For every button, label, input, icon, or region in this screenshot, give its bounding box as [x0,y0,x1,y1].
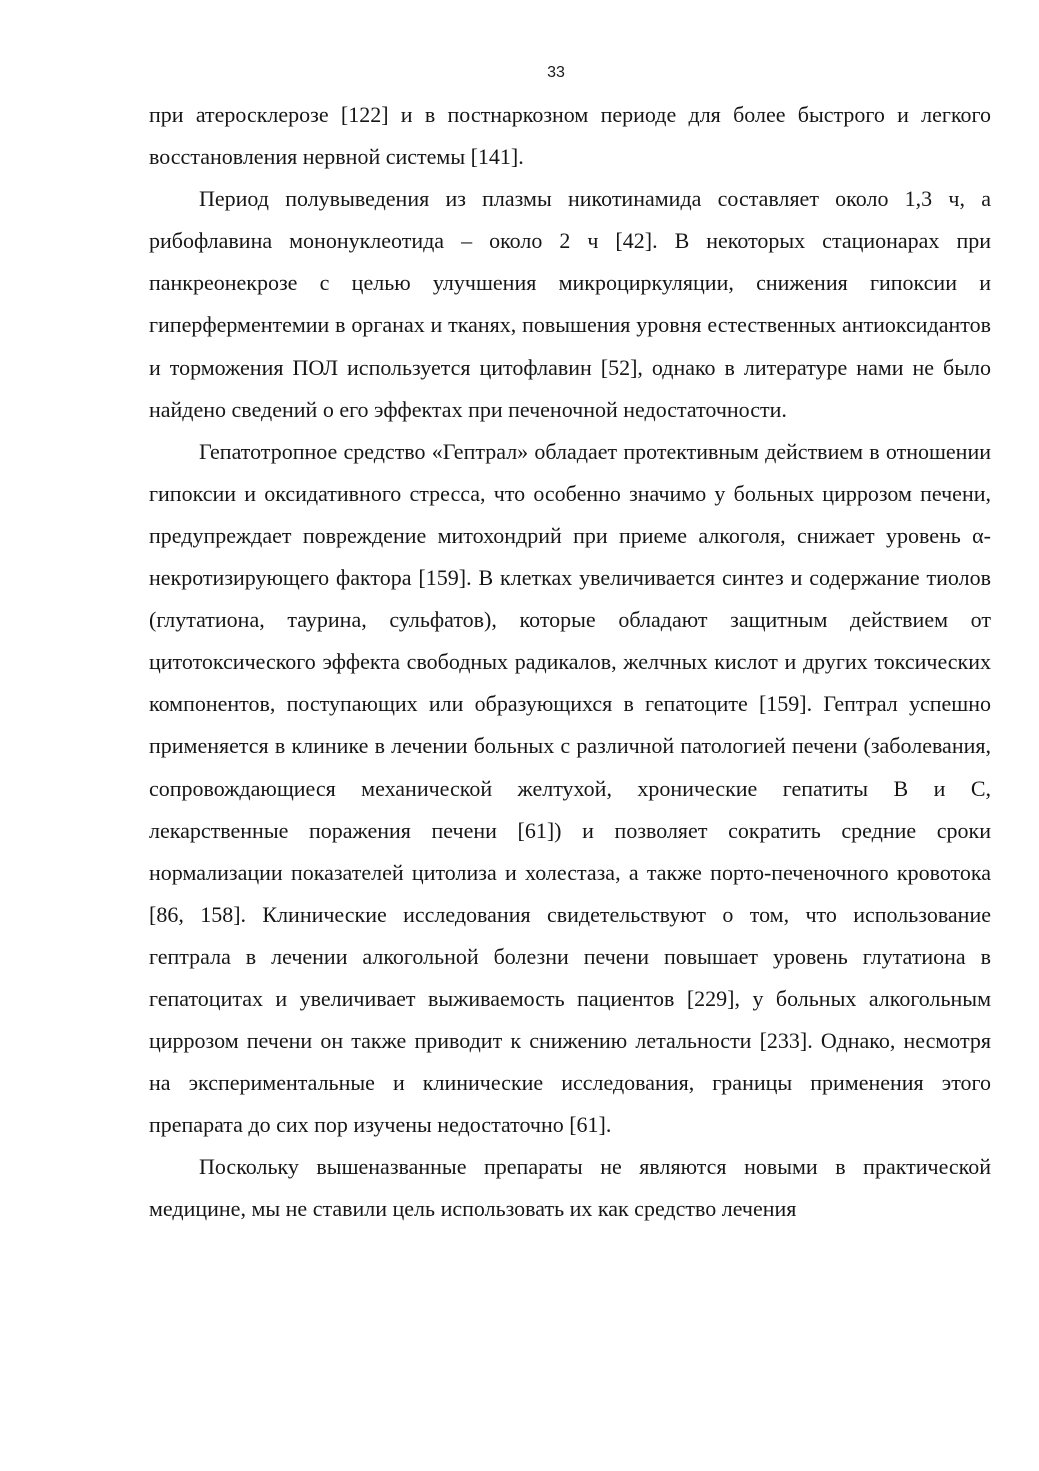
page-number: 33 [547,64,565,81]
paragraph-heptral: Гепатотропное средство «Гептрал» обладает протективным действием в отношении гипоксии и оксидативного стресса, что особенно значимо у больных циррозом печени, предупреждает повреждение митохондрий при приеме алкоголя, снижает уровень α-некротизирующего фактора [159]. В клетках увеличивается синтез и содержание тиолов (глутатиона, таурина, сульфатов), которые обладают защитным действием от цитотоксического эффекта свободных радикалов, желчных кислот и других токсических компонентов, поступающих или образующихся в гепатоците [159]. Гептрал успешно применяется в клинике в лечении больных с различной патологией печени (заболевания, сопровождающиеся механической желтухой, хронические гепатиты В и С, лекарственные поражения печени [61]) и позволяет сократить средние сроки нормализации показателей цитолиза и холестаза, а также порто-печеночного кровотока [86, 158]. Клинические исследования свидетельствуют о том, что использование гептрала в лечении алкогольной болезни печени повышает уровень глутатиона в гепатоцитах и увеличивает выживаемость пациентов [229], у больных алкогольным циррозом печени он также приводит к снижению летальности [233]. Однако, несмотря на экспериментальные и клинические исследования, границы применения этого препарата до сих пор изучены недостаточно [61]. [149,438,991,1138]
paragraph-half-life: Период полувыведения из плазмы никотинамида составляет около 1,3 ч, а рибофлавина мононуклеотида – около 2 ч [42]. В некоторых стационарах при панкреонекрозе с целью улучшения микроциркуляции, снижения гипоксии и гиперферментемии в органах и тканях, повышения уровня естественных антиоксидантов и торможения ПОЛ используется цитофлавин [52], однако в литературе нами не было найдено сведений о его эффектах при печеночной недостаточности. [149,186,991,422]
paragraph-conclusion: Поскольку вышеназванные препараты не являются новыми в практической медицине, мы не ставили цель использовать их как средство лечения [149,1154,991,1222]
body-text [149,94,991,1231]
paragraph-continuation: при атеросклерозе [122] и в постнаркозном периоде для более быстрого и легкого восстановления нервной системы [141]. [149,102,991,170]
